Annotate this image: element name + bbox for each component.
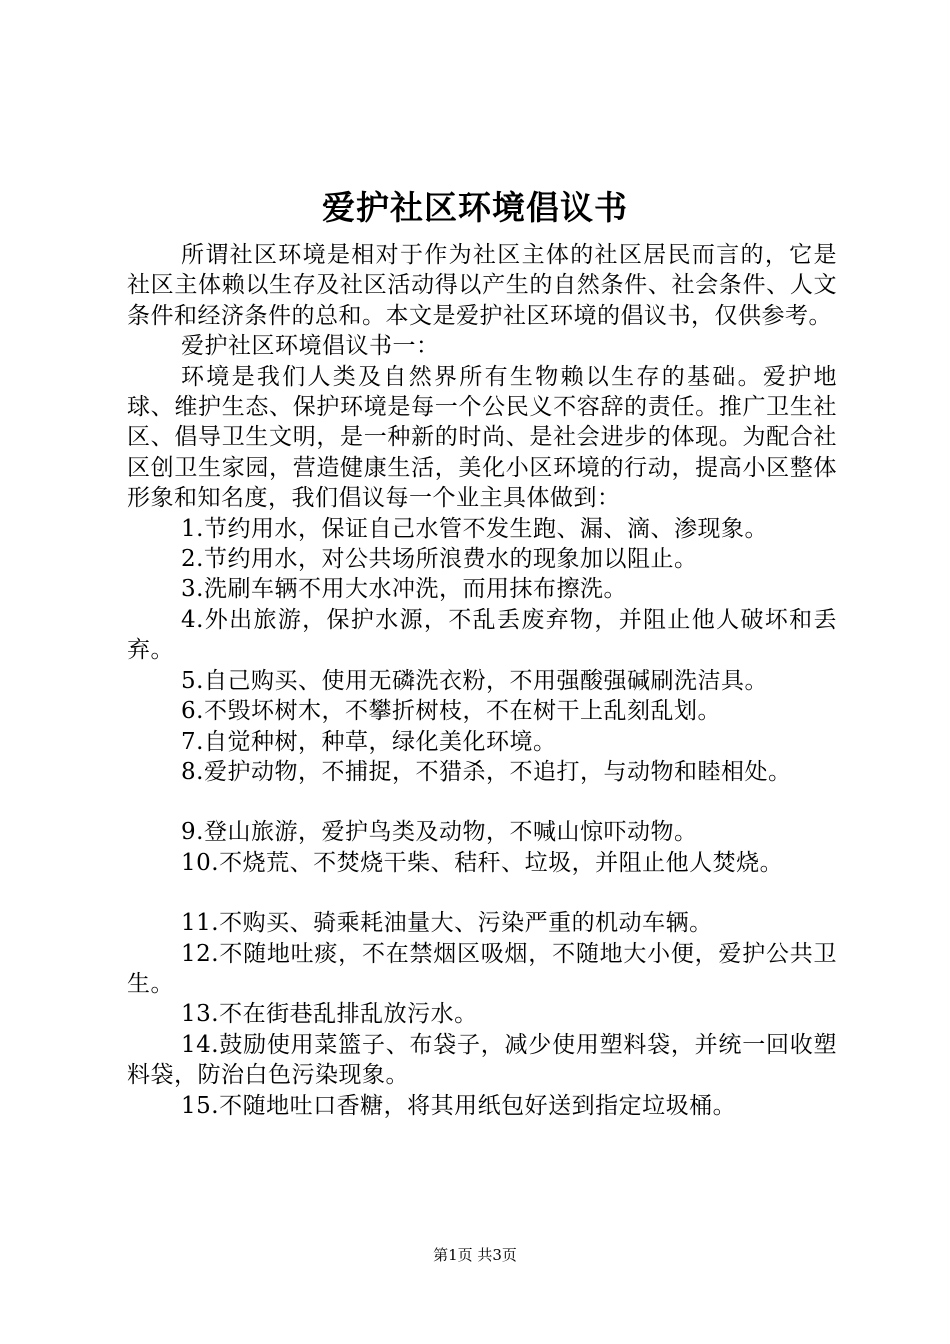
list-item: 5.自己购买、使用无磷洗衣粉，不用强酸强碱刷洗洁具。 [181,667,768,694]
list-item: 8.爱护动物，不捕捉，不猎杀，不追打，与动物和睦相处。 [181,758,792,785]
list-item: 15.不随地吐口香糖，将其用纸包好送到指定垃圾桶。 [181,1092,737,1119]
list-item: 7.自觉种树，种草，绿化美化环境。 [181,728,557,755]
page-footer: 第1页 共3页 [433,1246,517,1264]
list-item: 6.不毁坏树木，不攀折树枝，不在树干上乱刻乱划。 [181,698,721,725]
section-intro-paragraph: 环境是我们人类及自然界所有生物赖以生存的基础。爱护地球、维护生态、保护环境是每一个公民义不容辞的责任。推广卫生社区、倡导卫生文明，是一种新的时尚、是社会进步的体现。为配合社区创卫生家园，营造健康生活，美化小区环境的行动，提高小区整体形象和知名度，我们倡议每一个业主具体做到： [127,363,837,512]
list-item: 13.不在街巷乱排乱放污水。 [181,1001,478,1028]
list-item: 10.不烧荒、不焚烧干柴、秸秆、垃圾，并阻止他人焚烧。 [181,849,784,876]
document-body [127,240,837,1121]
list-item: 12.不随地吐痰，不在禁烟区吸烟，不随地大小便，爱护公共卫生。 [127,940,837,997]
section-heading: 爱护社区环境倡议书一： [181,333,440,360]
list-item: 4.外出旅游，保护水源，不乱丢废弃物，并阻止他人破坏和丢弃。 [127,606,837,664]
document-title: 爱护社区环境倡议书 [322,188,628,227]
list-item: 14.鼓励使用菜篮子、布袋子，减少使用塑料袋，并统一回收塑料袋，防治白色污染现象。 [127,1031,837,1089]
intro-paragraph: 所谓社区环境是相对于作为社区主体的社区居民而言的，它是社区主体赖以生存及社区活动得以产生的自然条件、社会条件、人文条件和经济条件的总和。本文是爱护社区环境的倡议书，仅供参考。 [127,242,837,329]
list-item: 3.洗刷车辆不用大水冲洗，而用抹布擦洗。 [181,576,627,603]
list-item: 11.不购买、骑乘耗油量大、污染严重的机动车辆。 [181,910,713,937]
list-item: 2.节约用水，对公共场所浪费水的现象加以阻止。 [181,546,698,573]
list-item: 1.节约用水，保证自己水管不发生跑、漏、滴、渗现象。 [181,515,768,542]
list-item: 9.登山旅游，爱护鸟类及动物，不喊山惊吓动物。 [181,819,698,846]
